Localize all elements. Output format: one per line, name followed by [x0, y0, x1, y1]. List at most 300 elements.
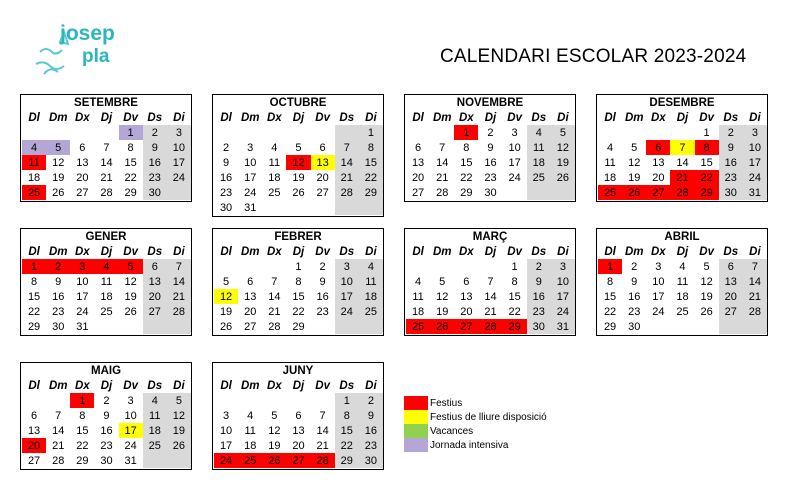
day-cell: 6 [79, 141, 86, 154]
day-cell: 26 [622, 185, 646, 200]
weekday-header: Ds [339, 111, 355, 124]
empty-cell [167, 453, 191, 468]
weekday-header: Di [749, 111, 761, 124]
day-cell: 1 [295, 260, 302, 273]
day-cell: 7 [319, 409, 326, 422]
empty-cell [214, 393, 238, 408]
day-cell: 17 [551, 289, 575, 304]
day-cell: 17 [508, 156, 521, 169]
month-name: GENER [85, 231, 127, 243]
day-cell: 27 [244, 320, 257, 333]
day-cell: 4 [22, 140, 46, 155]
weekday-header: Dj [292, 245, 305, 258]
day-cell: 22 [359, 170, 383, 185]
day-cell: 11 [412, 290, 424, 303]
day-cell: 27 [719, 304, 743, 319]
day-cell: 1 [359, 125, 383, 140]
empty-cell [646, 319, 670, 334]
day-cell: 31 [743, 185, 767, 200]
month-febrer [212, 228, 384, 336]
empty-cell [262, 259, 286, 274]
day-cell: 6 [463, 275, 470, 288]
day-cell: 13 [719, 274, 743, 289]
weekday-header: Dv [507, 245, 522, 258]
day-cell: 19 [167, 423, 191, 438]
day-cell: 22 [76, 439, 89, 452]
day-cell: 16 [719, 155, 743, 170]
day-cell: 17 [244, 171, 257, 184]
day-cell: 26 [700, 305, 713, 318]
day-cell: 28 [167, 304, 191, 319]
empty-cell [22, 393, 46, 408]
day-cell: 30 [143, 185, 167, 200]
empty-cell [262, 125, 286, 140]
legend-swatch [404, 438, 428, 452]
day-cell: 9 [719, 140, 743, 155]
day-cell: 16 [527, 289, 551, 304]
legend-item-va [404, 424, 547, 438]
day-cell: 19 [700, 290, 713, 303]
empty-cell [286, 125, 310, 140]
weekday-header: Dm [240, 379, 260, 392]
empty-cell [719, 319, 743, 334]
day-cell: 9 [631, 275, 638, 288]
legend-label: Vacances [430, 425, 474, 437]
day-cell: 23 [143, 170, 167, 185]
day-cell: 10 [124, 409, 137, 422]
weekday-header: Dm [432, 111, 452, 124]
day-cell: 14 [335, 155, 359, 170]
day-cell: 31 [551, 319, 575, 334]
day-cell: 3 [223, 409, 230, 422]
day-cell: 29 [460, 186, 473, 199]
day-cell: 1 [335, 393, 359, 408]
day-cell: 14 [268, 290, 281, 303]
legend-swatch [404, 424, 428, 438]
day-cell: 26 [124, 305, 137, 318]
weekday-header: Dx [75, 245, 90, 258]
month-name: FEBRER [274, 231, 322, 243]
empty-cell [503, 185, 527, 200]
day-cell: 29 [359, 185, 383, 200]
weekday-header: Dj [100, 379, 113, 392]
day-cell: 22 [603, 305, 617, 318]
empty-cell [214, 125, 238, 140]
weekday-header: Dm [624, 245, 644, 258]
weekday-header: Dx [267, 111, 282, 124]
day-cell: 10 [652, 275, 665, 288]
day-cell: 13 [27, 424, 41, 437]
weekday-header: Ds [339, 379, 355, 392]
day-cell: 9 [319, 275, 326, 288]
weekday-header: Ds [147, 379, 163, 392]
day-cell: 14 [167, 274, 191, 289]
month-name: MAIG [90, 365, 122, 377]
day-cell: 3 [70, 259, 94, 274]
legend-swatch [404, 410, 428, 424]
day-cell: 25 [406, 319, 430, 334]
empty-cell [70, 125, 94, 140]
day-cell: 29 [76, 454, 89, 467]
day-cell: 29 [695, 185, 719, 200]
day-cell: 11 [22, 155, 46, 170]
weekday-header: Dj [676, 245, 689, 258]
day-cell: 9 [487, 141, 494, 154]
day-cell: 1 [119, 125, 143, 140]
weekday-header: Ds [531, 245, 547, 258]
day-cell: 16 [143, 155, 167, 170]
day-cell: 5 [46, 140, 70, 155]
day-cell: 18 [268, 171, 281, 184]
empty-cell [167, 319, 191, 334]
school-logo [30, 12, 150, 87]
day-cell: 28 [478, 319, 502, 334]
day-cell: 8 [463, 141, 470, 154]
day-cell: 10 [508, 141, 521, 154]
month-novembre [404, 94, 576, 202]
weekday-header: Dl [28, 379, 40, 392]
empty-cell [335, 200, 359, 215]
day-cell: 2 [719, 125, 743, 140]
weekday-header: Dv [315, 379, 330, 392]
day-cell: 5 [271, 409, 278, 422]
logo-text-line1: josep [60, 22, 115, 45]
weekday-header: Dv [123, 245, 138, 258]
day-cell: 21 [484, 305, 497, 318]
legend-label: Festius de lliure disposició [430, 411, 547, 423]
weekday-header: Di [557, 245, 569, 258]
legend-swatch [404, 396, 428, 410]
weekday-header: Dx [651, 111, 666, 124]
day-cell: 2 [359, 393, 383, 408]
month-name: DESEMBRE [649, 97, 715, 109]
empty-cell [527, 185, 551, 200]
day-cell: 20 [719, 289, 743, 304]
day-cell: 2 [103, 394, 110, 407]
day-cell: 3 [167, 125, 191, 140]
day-cell: 13 [143, 274, 167, 289]
day-cell: 13 [652, 156, 665, 169]
weekday-header: Ds [147, 111, 163, 124]
day-cell: 11 [268, 156, 281, 169]
weekday-header: Dm [432, 245, 452, 258]
day-cell: 21 [436, 171, 449, 184]
day-cell: 30 [100, 454, 113, 467]
empty-cell [286, 200, 310, 215]
legend-item-ji [404, 438, 547, 452]
month-maig [20, 362, 192, 470]
empty-cell [430, 125, 454, 140]
day-cell: 15 [460, 156, 473, 169]
day-cell: 20 [316, 171, 329, 184]
day-cell: 27 [646, 185, 670, 200]
logo-text-line2: pla [82, 46, 110, 67]
day-cell: 26 [292, 186, 305, 199]
day-cell: 17 [119, 423, 143, 438]
day-cell: 7 [103, 141, 110, 154]
day-cell: 29 [335, 453, 359, 468]
day-cell: 14 [743, 274, 767, 289]
day-cell: 5 [167, 393, 191, 408]
legend-item-fe [404, 396, 547, 410]
empty-cell [670, 125, 694, 140]
day-cell: 7 [439, 141, 446, 154]
weekday-header: Dj [100, 245, 113, 258]
month-days-table [22, 378, 191, 468]
day-cell: 30 [219, 201, 233, 214]
day-cell: 20 [292, 439, 305, 452]
weekday-header: Dl [220, 111, 232, 124]
day-cell: 24 [335, 304, 359, 319]
day-cell: 11 [244, 424, 256, 437]
empty-cell [94, 125, 118, 140]
month-name: SETEMBRE [74, 97, 138, 109]
day-cell: 19 [292, 171, 305, 184]
day-cell: 22 [335, 438, 359, 453]
empty-cell [359, 319, 383, 334]
day-cell: 4 [271, 141, 278, 154]
legend [404, 396, 547, 452]
weekday-header: Dj [484, 245, 497, 258]
month-days-table [406, 244, 575, 334]
weekday-header: Dl [220, 245, 232, 258]
empty-cell [119, 319, 143, 334]
day-cell: 24 [551, 304, 575, 319]
day-cell: 6 [319, 141, 326, 154]
day-cell: 26 [219, 320, 233, 333]
day-cell: 1 [22, 259, 46, 274]
day-cell: 2 [46, 259, 70, 274]
month-days-table [598, 244, 767, 334]
day-cell: 28 [268, 320, 281, 333]
day-cell: 9 [359, 408, 383, 423]
day-cell: 11 [143, 408, 167, 423]
weekday-header: Dx [651, 245, 666, 258]
empty-cell [143, 453, 167, 468]
day-cell: 22 [460, 171, 473, 184]
day-cell: 21 [335, 170, 359, 185]
day-cell: 8 [79, 409, 86, 422]
day-cell: 22 [508, 305, 521, 318]
day-cell: 4 [94, 259, 118, 274]
day-cell: 12 [551, 140, 575, 155]
empty-cell [670, 319, 694, 334]
weekday-header: Dm [48, 245, 68, 258]
day-cell: 27 [76, 186, 89, 199]
day-cell: 8 [295, 275, 302, 288]
day-cell: 3 [511, 126, 518, 139]
page-title: CALENDARI ESCOLAR 2023-2024 [440, 46, 747, 67]
day-cell: 5 [551, 125, 575, 140]
weekday-header: Dx [459, 111, 474, 124]
month-gener [20, 228, 192, 336]
day-cell: 2 [527, 259, 551, 274]
day-cell: 10 [743, 140, 767, 155]
day-cell: 6 [646, 140, 670, 155]
day-cell: 13 [76, 156, 89, 169]
day-cell: 15 [292, 290, 305, 303]
day-cell: 13 [244, 290, 257, 303]
day-cell: 6 [719, 259, 743, 274]
day-cell: 4 [415, 275, 422, 288]
day-cell: 1 [454, 125, 478, 140]
day-cell: 26 [430, 319, 454, 334]
day-cell: 28 [52, 454, 65, 467]
day-cell: 27 [454, 319, 478, 334]
day-cell: 26 [52, 186, 65, 199]
weekday-header: Di [173, 111, 185, 124]
day-cell: 4 [247, 409, 254, 422]
empty-cell [286, 393, 310, 408]
legend-label: Festius [430, 397, 463, 409]
weekday-header: Ds [339, 245, 355, 258]
day-cell: 23 [628, 305, 641, 318]
day-cell: 14 [484, 290, 497, 303]
day-cell: 9 [55, 275, 62, 288]
day-cell: 23 [719, 170, 743, 185]
day-cell: 20 [244, 305, 257, 318]
day-cell: 26 [167, 438, 191, 453]
day-cell: 5 [223, 275, 230, 288]
weekday-header: Dx [75, 379, 90, 392]
empty-cell [311, 125, 335, 140]
day-cell: 2 [143, 125, 167, 140]
weekday-header: Dv [699, 245, 714, 258]
day-cell: 18 [244, 439, 257, 452]
day-cell: 19 [628, 171, 641, 184]
day-cell: 22 [292, 305, 305, 318]
day-cell: 30 [527, 319, 551, 334]
weekday-header: Dl [604, 111, 616, 124]
day-cell: 30 [484, 186, 497, 199]
month-desembre [596, 94, 768, 202]
day-cell: 7 [271, 275, 278, 288]
day-cell: 25 [143, 438, 167, 453]
day-cell: 21 [167, 289, 191, 304]
day-cell: 27 [286, 453, 310, 468]
day-cell: 18 [676, 290, 689, 303]
day-cell: 23 [484, 171, 497, 184]
weekday-header: Dl [28, 245, 40, 258]
day-cell: 15 [603, 290, 617, 303]
day-cell: 12 [436, 290, 449, 303]
day-cell: 30 [52, 320, 65, 333]
weekday-header: Dx [459, 245, 474, 258]
day-cell: 12 [286, 155, 310, 170]
weekday-header: Dm [48, 379, 68, 392]
day-cell: 6 [31, 409, 38, 422]
day-cell: 16 [484, 156, 497, 169]
day-cell: 9 [223, 156, 230, 169]
day-cell: 21 [268, 305, 281, 318]
empty-cell [94, 319, 118, 334]
day-cell: 22 [124, 171, 137, 184]
day-cell: 27 [143, 304, 167, 319]
day-cell: 6 [295, 409, 302, 422]
day-cell: 28 [335, 185, 359, 200]
day-cell: 11 [527, 140, 551, 155]
day-cell: 15 [27, 290, 41, 303]
empty-cell [743, 319, 767, 334]
day-cell: 8 [695, 140, 719, 155]
day-cell: 14 [52, 424, 65, 437]
day-cell: 11 [359, 274, 383, 289]
empty-cell [167, 185, 191, 200]
day-cell: 10 [219, 424, 233, 437]
month-days-table [598, 110, 767, 200]
month-days-table [406, 110, 575, 200]
day-cell: 12 [268, 424, 281, 437]
day-cell: 27 [27, 454, 41, 467]
empty-cell [22, 125, 46, 140]
weekday-header: Dv [123, 379, 138, 392]
day-cell: 25 [100, 305, 113, 318]
day-cell: 4 [143, 393, 167, 408]
empty-cell [335, 125, 359, 140]
day-cell: 10 [551, 274, 575, 289]
day-cell: 26 [551, 170, 575, 185]
day-cell: 7 [55, 409, 62, 422]
day-cell: 17 [335, 289, 359, 304]
weekday-header: Di [365, 245, 377, 258]
day-cell: 10 [244, 156, 257, 169]
day-cell: 20 [411, 171, 425, 184]
day-cell: 9 [527, 274, 551, 289]
day-cell: 17 [219, 439, 233, 452]
day-cell: 16 [316, 290, 329, 303]
day-cell: 1 [598, 259, 622, 274]
weekday-header: Dv [507, 111, 522, 124]
day-cell: 16 [100, 424, 113, 437]
day-cell: 9 [103, 409, 110, 422]
day-cell: 12 [214, 289, 238, 304]
day-cell: 4 [527, 125, 551, 140]
weekday-header: Dl [412, 245, 424, 258]
weekday-header: Dl [220, 379, 232, 392]
day-cell: 16 [52, 290, 65, 303]
empty-cell [238, 259, 262, 274]
weekday-header: Ds [531, 111, 547, 124]
day-cell: 24 [214, 453, 238, 468]
day-cell: 25 [359, 304, 383, 319]
empty-cell [262, 393, 286, 408]
day-cell: 21 [316, 439, 329, 452]
day-cell: 15 [335, 423, 359, 438]
day-cell: 19 [219, 305, 233, 318]
weekday-header: Dj [676, 111, 689, 124]
weekday-header: Dm [624, 111, 644, 124]
month-name: ABRIL [664, 231, 700, 243]
day-cell: 29 [27, 320, 41, 333]
weekday-header: Dm [240, 111, 260, 124]
day-cell: 19 [52, 171, 65, 184]
day-cell: 23 [527, 304, 551, 319]
day-cell: 7 [743, 259, 767, 274]
day-cell: 23 [316, 305, 329, 318]
day-cell: 18 [603, 171, 617, 184]
day-cell: 28 [311, 453, 335, 468]
day-cell: 17 [167, 155, 191, 170]
day-cell: 24 [508, 171, 521, 184]
weekday-header: Ds [147, 245, 163, 258]
month-days-table [22, 110, 191, 200]
empty-cell [311, 393, 335, 408]
day-cell: 31 [244, 201, 257, 214]
month-name: NOVEMBRE [456, 97, 524, 109]
day-cell: 15 [359, 155, 383, 170]
day-cell: 3 [551, 259, 575, 274]
day-cell: 23 [52, 305, 65, 318]
